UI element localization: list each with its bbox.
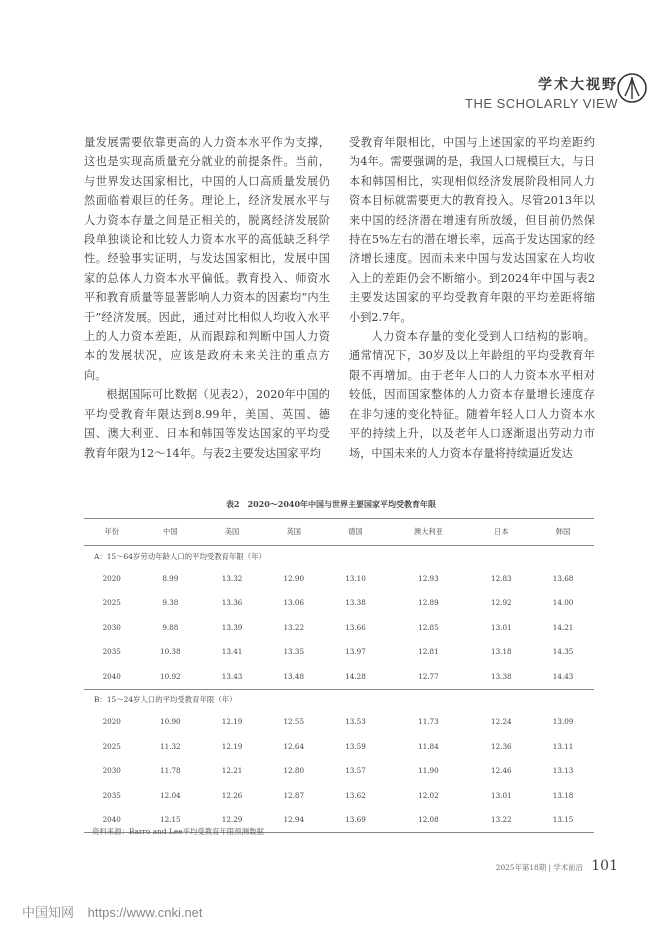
body-column-right <box>349 133 595 463</box>
cell: 2025 <box>102 741 121 751</box>
table-row <box>84 640 594 665</box>
table-row <box>84 759 594 784</box>
cell: 13.68 <box>552 573 574 583</box>
cell: 2040 <box>102 671 121 681</box>
table-header-row <box>84 519 594 546</box>
cell: 13.39 <box>221 622 243 632</box>
cell: 13.18 <box>552 790 574 800</box>
header-cell: 英国 <box>263 519 325 546</box>
cell: 2020 <box>102 717 121 727</box>
cell: 11.78 <box>160 766 181 776</box>
cell: 10.38 <box>160 647 181 657</box>
cell: 13.13 <box>552 766 574 776</box>
table-title: 表2 2020～2040年中国与世界主要国家平均受教育年限 <box>225 499 437 509</box>
cell: 14.43 <box>552 671 574 681</box>
journal-logo-icon <box>616 72 648 104</box>
cell: 12.90 <box>283 573 305 583</box>
watermark-url: https://www.cnki.net <box>87 905 203 920</box>
cell: 13.22 <box>470 808 532 833</box>
table-row <box>84 566 594 591</box>
cell: 14.00 <box>552 598 574 608</box>
cell: 13.62 <box>345 790 366 800</box>
cell: 13.15 <box>532 808 594 833</box>
journal-title-cn: 学术大视野 <box>538 77 618 93</box>
cell: 14.28 <box>345 671 366 681</box>
education-years-table <box>84 518 594 833</box>
cell: 2030 <box>102 766 121 776</box>
paragraph: 根据国际可比数据（见表2），2020年中国的平均受教育年限达到8.99年，美国、英国、德国、澳大利亚、日本和韩国等发达国家的平均受教育年限为12～14年。与表2主要发达国家平均 <box>84 388 330 460</box>
cell: 13.09 <box>552 717 574 727</box>
body-column-left <box>84 133 330 463</box>
cell: 10.92 <box>160 671 181 681</box>
footer-issue <box>496 858 618 874</box>
section-a-label: A：15～64岁劳动年龄人口的平均受教育年限（年） <box>94 551 266 561</box>
cell: 2020 <box>102 573 121 583</box>
cell: 12.83 <box>491 573 512 583</box>
cell: 13.69 <box>325 808 387 833</box>
table-row <box>84 664 594 689</box>
journal-header <box>465 74 618 111</box>
cell: 12.94 <box>263 808 325 833</box>
cell: 13.01 <box>491 622 512 632</box>
cell: 12.89 <box>418 598 439 608</box>
cell: 12.02 <box>418 790 439 800</box>
cell: 11.73 <box>418 717 439 727</box>
cell: 11.32 <box>160 741 181 751</box>
watermark-site: 中国知网 <box>22 905 75 920</box>
header-cell: 澳大利亚 <box>386 519 470 546</box>
cell: 2025 <box>102 598 121 608</box>
cell: 13.38 <box>491 671 512 681</box>
cell: 2040 <box>84 808 139 833</box>
cell: 13.53 <box>345 717 366 727</box>
cell: 13.48 <box>283 671 305 681</box>
cell: 12.85 <box>418 622 439 632</box>
cell: 12.36 <box>491 741 512 751</box>
cell: 12.26 <box>221 790 243 800</box>
cell: 12.64 <box>283 741 305 751</box>
cell: 13.35 <box>283 647 305 657</box>
cell: 14.21 <box>552 622 574 632</box>
cell: 13.41 <box>221 647 243 657</box>
header-cell: 德国 <box>325 519 387 546</box>
header-cell: 日本 <box>470 519 532 546</box>
cell: 13.59 <box>345 741 366 751</box>
journal-title-en: THE SCHOLARLY VIEW <box>465 96 618 111</box>
header-cell: 年份 <box>84 519 139 546</box>
cell: 9.88 <box>162 622 179 632</box>
cell: 13.97 <box>345 647 366 657</box>
cell: 12.04 <box>160 790 181 800</box>
cell: 13.10 <box>345 573 366 583</box>
header-cell: 美国 <box>201 519 263 546</box>
cell: 13.18 <box>491 647 512 657</box>
cell: 11.84 <box>418 741 439 751</box>
table-row <box>84 783 594 808</box>
cell: 12.87 <box>283 790 305 800</box>
cell: 9.38 <box>162 598 179 608</box>
cell: 13.06 <box>283 598 305 608</box>
cell: 13.38 <box>345 598 366 608</box>
cell: 12.08 <box>386 808 470 833</box>
cell: 2035 <box>102 647 121 657</box>
cell: 13.11 <box>552 741 574 751</box>
cell: 12.81 <box>418 647 439 657</box>
cell: 12.21 <box>221 766 243 776</box>
table-row <box>84 615 594 640</box>
cell: 10.90 <box>160 717 181 727</box>
cell: 14.35 <box>552 647 574 657</box>
cell: 12.24 <box>491 717 512 727</box>
cell: 8.99 <box>162 573 179 583</box>
cell: 11.90 <box>418 766 439 776</box>
cell: 12.77 <box>418 671 439 681</box>
paragraph: 人力资本存量的变化受到人口结构的影响。通常情况下，30岁及以上年龄组的平均受教育年限不再增加。由于老年人口的人力资本水平相对较低，因而国家整体的人力资本存量增长速度存在非匀速的变化特征。随着年轻人口人力资本水平的持续上升，以及老年人口逐渐退出劳动力市场，中国未来的人力资本存量将持续逼近发达 <box>349 330 595 460</box>
page-number: 101 <box>591 858 618 874</box>
cell: 12.15 <box>139 808 201 833</box>
cell: 2030 <box>102 622 121 632</box>
cell: 12.29 <box>201 808 263 833</box>
table-row <box>84 591 594 616</box>
paragraph: 量发展需要依靠更高的人力资本水平作为支撑，这也是实现高质量充分就业的前提条件。当前，与世界发达国家相比，中国的人口高质量发展仍然面临着艰巨的任务。理论上，经济发展水平与人力资本存量之间是正相关的，脱离经济发展阶段单独谈论和比较人力资本水平的高低缺乏科学性。经验事实证明，与发达国家相比，发展中国家的总体人力资本水平偏低。教育投入、师资水平和教育质量等显著影响人力资本的因素均“内生于”经济发展。因此，通过对比相似人均收入水平上的人力资本差距，从而跟踪和判断中国人力资本的发展状况，应该是政府未来关注的重点方向。 <box>84 136 330 382</box>
cell: 12.92 <box>491 598 512 608</box>
cell: 13.22 <box>283 622 305 632</box>
table-row <box>84 710 594 735</box>
cell: 12.19 <box>221 717 243 727</box>
header-cell: 中国 <box>139 519 201 546</box>
cell: 12.80 <box>283 766 305 776</box>
cell: 12.93 <box>418 573 439 583</box>
cell: 13.57 <box>345 766 366 776</box>
cell: 12.55 <box>283 717 305 727</box>
cell: 13.01 <box>491 790 512 800</box>
cell: 13.36 <box>221 598 243 608</box>
cell: 13.66 <box>345 622 366 632</box>
section-b-label: B：15～24岁人口的平均受教育年限（年） <box>84 689 594 710</box>
cell: 12.19 <box>221 741 243 751</box>
cell: 13.32 <box>221 573 243 583</box>
issue-label: 2025年第18期 | 学术前沿 <box>495 863 583 872</box>
cell: 2035 <box>102 790 121 800</box>
cell: 12.46 <box>491 766 512 776</box>
table-source-note: 资料来源：Barro and Lee平均受教育年限预测数据 <box>92 827 264 836</box>
header-cell: 韩国 <box>532 519 594 546</box>
cell: 13.43 <box>221 671 243 681</box>
table-row <box>84 734 594 759</box>
paragraph: 受教育年限相比，中国与上述国家的平均差距约为4年。需要强调的是，我国人口规模巨大，与日本和韩国相比，实现相似经济发展阶段相同人力资本目标就需要更大的教育投入。尽管2013年以来中国的经济潜在增速有所放缓，但目前仍然保持在5%左右的潜在增长率，远高于发达国家的经济增长速度。因而未来中国与发达国家在人均收入上的差距仍会不断缩小。到2024年中国与表2主要发达国家的平均受教育年限的平均差距将缩小到2.7年。 <box>349 136 595 324</box>
cnki-watermark <box>22 902 203 921</box>
